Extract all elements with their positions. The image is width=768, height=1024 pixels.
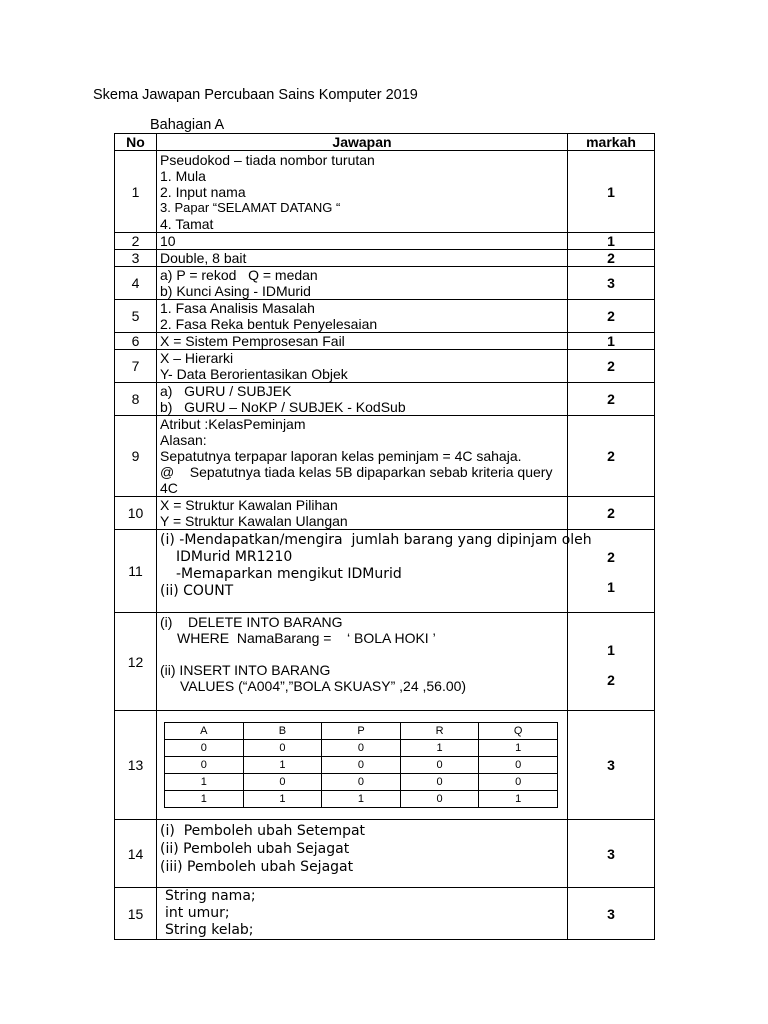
truth-cell: 1 [479, 791, 558, 808]
answer-cell [157, 613, 568, 711]
answer-line: 4. Tamat [160, 215, 214, 232]
table-row [115, 383, 655, 416]
answer-cell [157, 250, 568, 267]
marks-cell: 1 [568, 233, 655, 250]
answer-cell [157, 350, 568, 383]
row-number: 12 [115, 613, 157, 711]
answer-line: Y- Data Berorientasikan Objek [160, 366, 348, 382]
answer-line: Double, 8 bait [160, 250, 247, 266]
table-row [115, 350, 655, 383]
section-label: Bahagian A [150, 117, 225, 133]
answer-line: X – Hierarki [160, 350, 234, 366]
answer-cell [157, 416, 568, 497]
spacer [160, 646, 567, 662]
header-answer: Jawapan [157, 134, 568, 151]
marks-cell: 3 [568, 820, 655, 888]
answer-line: -Memaparkan mengikut IDMurid [176, 566, 402, 582]
marks-cell: 2 [568, 416, 655, 497]
answer-line: (iii) Pemboleh ubah Sejagat [160, 859, 354, 875]
answer-line: 2. Fasa Reka bentuk Penyelesaian [160, 316, 378, 332]
answer-cell [157, 820, 568, 888]
truth-cell: 0 [165, 757, 244, 774]
table-row [115, 416, 655, 497]
answer-line: Atribut :KelasPeminjam [160, 416, 306, 432]
row-number: 4 [115, 267, 157, 300]
row-number: 2 [115, 233, 157, 250]
row-number: 3 [115, 250, 157, 267]
answer-cell [157, 151, 568, 233]
marks-cell: 2 [568, 350, 655, 383]
row-number: 10 [115, 497, 157, 530]
answer-line: a) P = rekod Q = medan [160, 267, 318, 283]
truth-cell: 0 [479, 774, 558, 791]
answer-line: (i) Pemboleh ubah Setempat [160, 823, 366, 839]
answer-cell [157, 888, 568, 940]
answer-line: 1. Mula [160, 167, 206, 184]
answer-line: 2. Input nama [160, 183, 246, 200]
marks-cell: 2 [568, 383, 655, 416]
answer-line: (i) DELETE INTO BARANG [160, 614, 343, 630]
truth-table-row [165, 740, 558, 757]
truth-cell: 1 [479, 740, 558, 757]
row-number: 14 [115, 820, 157, 888]
truth-cell: 1 [322, 791, 401, 808]
table-row [115, 250, 655, 267]
answer-line: WHERE NamaBarang = ‘ BOLA HOKI ’ [177, 630, 436, 646]
table-row [115, 267, 655, 300]
truth-cell: 0 [322, 757, 401, 774]
answer-line: VALUES (“A004”,”BOLA SKUASY” ,24 ,56.00) [180, 678, 467, 694]
answer-cell [157, 497, 568, 530]
header-marks: markah [568, 134, 655, 151]
answer-line: b) GURU – NoKP / SUBJEK - KodSub [160, 399, 406, 415]
answer-line: (ii) Pemboleh ubah Sejagat [160, 841, 350, 857]
answer-line: String nama; [165, 888, 256, 904]
answer-cell [157, 711, 568, 820]
truth-cell: 1 [400, 740, 479, 757]
row-number: 7 [115, 350, 157, 383]
marks-cell: 1 [568, 151, 655, 233]
answer-line: X = Sistem Pemprosesan Fail [160, 333, 345, 349]
row-number: 1 [115, 151, 157, 233]
header-no: No [115, 134, 157, 151]
answer-line: Y = Struktur Kawalan Ulangan [160, 513, 348, 529]
truth-header-a: A [165, 723, 244, 740]
truth-table-row [165, 757, 558, 774]
answer-line: 1. Fasa Analisis Masalah [160, 300, 315, 316]
truth-cell: 0 [322, 740, 401, 757]
header-row [115, 134, 655, 151]
truth-cell: 0 [400, 774, 479, 791]
marks-cell: 1 [568, 333, 655, 350]
table-row [115, 300, 655, 333]
row-number: 15 [115, 888, 157, 940]
row-number: 6 [115, 333, 157, 350]
truth-header-p: P [322, 723, 401, 740]
table-row [115, 820, 655, 888]
answer-line: Alasan: [160, 432, 207, 448]
table-row [115, 711, 655, 820]
answer-line: IDMurid MR1210 [176, 549, 293, 565]
truth-cell: 0 [400, 757, 479, 774]
row-number: 5 [115, 300, 157, 333]
answer-line: int umur; [165, 905, 230, 921]
truth-table-header [165, 723, 558, 740]
marks-cell: 3 [568, 888, 655, 940]
answer-line: (i) -Mendapatkan/mengira jumlah barang yang dipinjam oleh [160, 532, 592, 548]
truth-header-b: B [243, 723, 322, 740]
answer-line: 10 [160, 233, 176, 249]
truth-cell: 0 [322, 774, 401, 791]
table-row [115, 530, 655, 613]
marks-value: 2 [607, 549, 615, 565]
truth-cell: 1 [165, 791, 244, 808]
answer-line: String kelab; [165, 922, 254, 938]
row-number: 9 [115, 416, 157, 497]
answer-cell [157, 530, 592, 613]
truth-cell: 0 [243, 774, 322, 791]
truth-cell: 0 [400, 791, 479, 808]
answer-line: Sepatutnya terpapar laporan kelas peminjam = 4C sahaja. [160, 448, 522, 464]
answer-cell [157, 333, 568, 350]
marks-value: 1 [607, 642, 615, 658]
truth-cell: 0 [243, 740, 322, 757]
answer-line: @ Sepatutnya tiada kelas 5B dipaparkan sebab kriteria query 4C [160, 464, 557, 496]
document-title: Skema Jawapan Percubaan Sains Komputer 2019 [93, 87, 418, 103]
marks-cell: 2 [568, 497, 655, 530]
answer-line: (ii) INSERT INTO BARANG [160, 662, 331, 678]
answer-line: b) Kunci Asing - IDMurid [160, 283, 311, 299]
truth-cell: 1 [243, 757, 322, 774]
table-row [115, 497, 655, 530]
answer-line: 3. Papar “SELAMAT DATANG “ [160, 199, 341, 215]
marks-value: 2 [607, 672, 615, 688]
row-number: 8 [115, 383, 157, 416]
truth-cell: 1 [243, 791, 322, 808]
answer-cell [157, 300, 568, 333]
answer-line: a) GURU / SUBJEK [160, 383, 292, 399]
table-row [115, 233, 655, 250]
truth-header-q: Q [479, 723, 558, 740]
truth-cell: 0 [479, 757, 558, 774]
answer-cell [157, 383, 568, 416]
marks-value: 1 [607, 579, 615, 595]
answer-line: (ii) COUNT [160, 583, 234, 599]
truth-header-r: R [400, 723, 479, 740]
table-row [115, 888, 655, 940]
answer-cell [157, 233, 568, 250]
marks-cell: 3 [568, 711, 655, 820]
marks-cell: 3 [568, 267, 655, 300]
marks-cell: 2 [568, 250, 655, 267]
truth-cell: 0 [165, 740, 244, 757]
table-row [115, 613, 655, 711]
answer-table [114, 133, 655, 940]
truth-table-row [165, 791, 558, 808]
row-number: 11 [115, 530, 157, 613]
answer-line: X = Struktur Kawalan Pilihan [160, 497, 338, 513]
answer-cell [157, 267, 568, 300]
marks-cell [568, 613, 655, 711]
row-number: 13 [115, 711, 157, 820]
table-row [115, 333, 655, 350]
table-row [115, 151, 655, 233]
marks-cell: 2 [568, 300, 655, 333]
answer-line: Pseudokod – tiada nombor turutan [160, 151, 375, 168]
truth-table-row [165, 774, 558, 791]
truth-table [164, 722, 558, 808]
truth-cell: 1 [165, 774, 244, 791]
